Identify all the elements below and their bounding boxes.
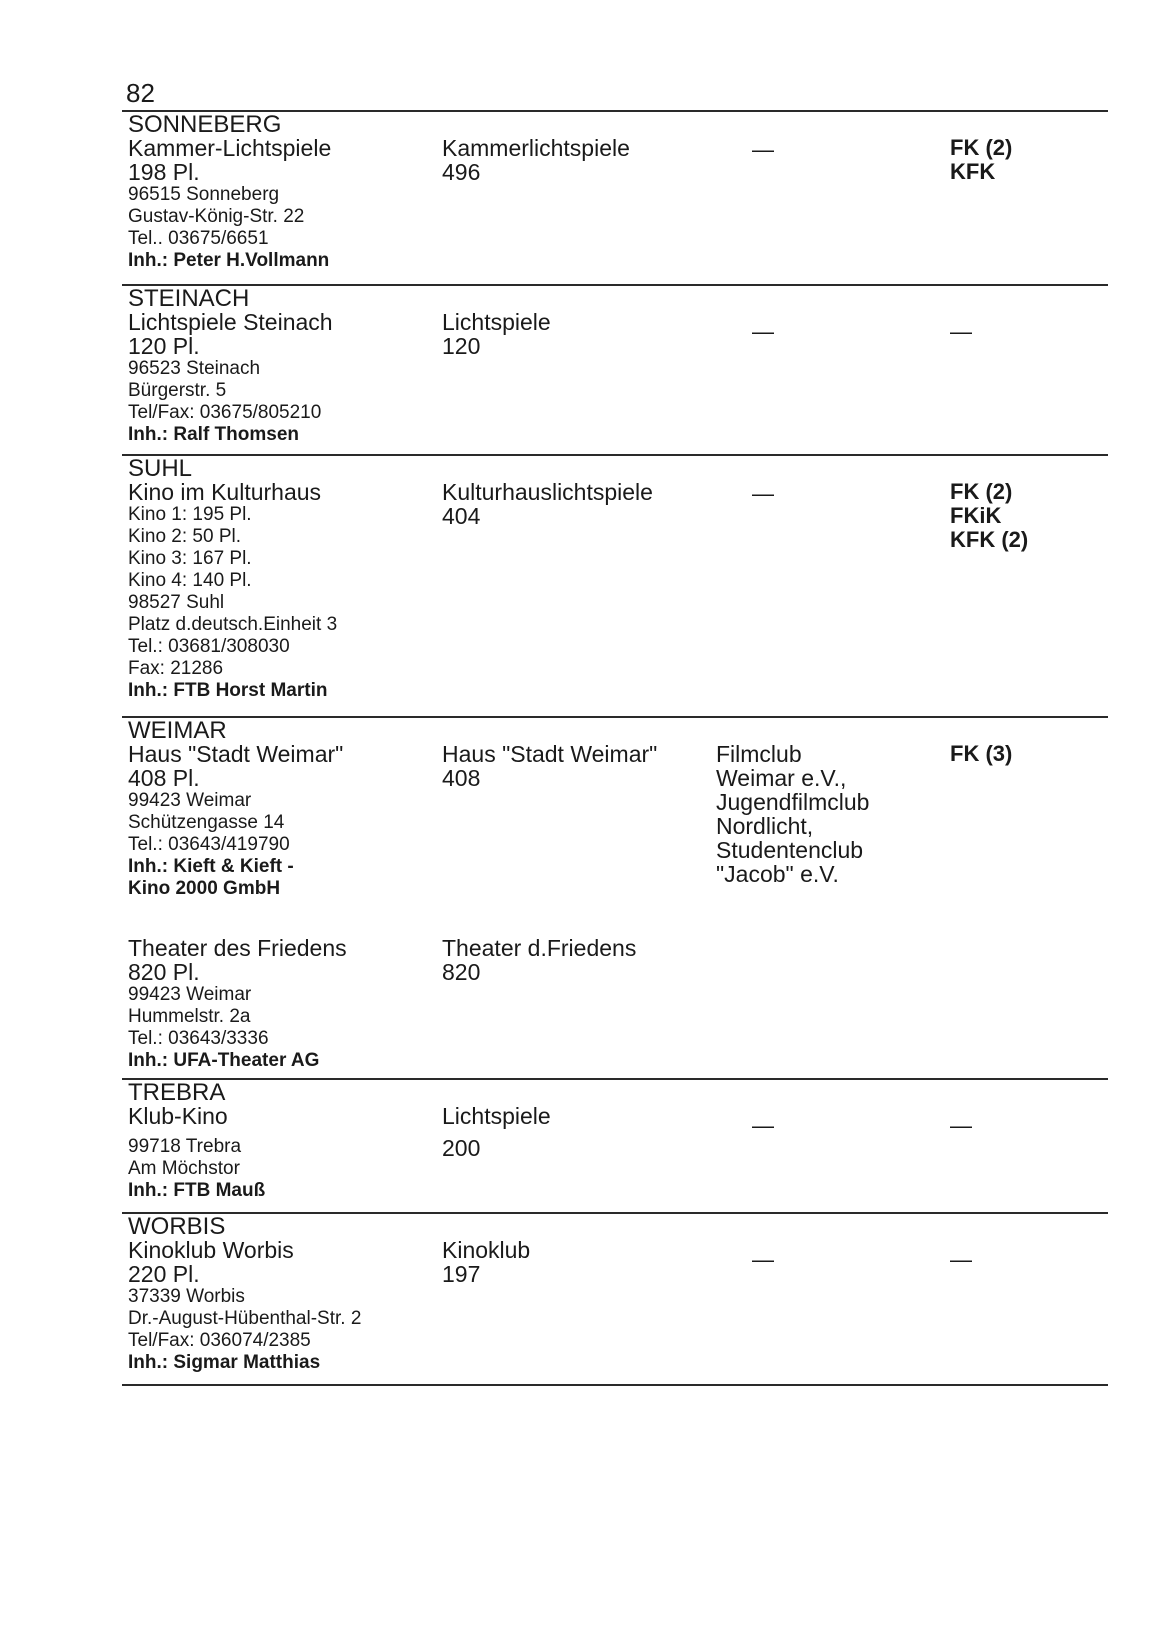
street-address: Platz d.deutsch.Einheit 3 [128,614,338,635]
cinema-name: Haus "Stadt Weimar" [128,741,344,767]
cinema-name: Theater des Friedens [128,935,347,961]
former-name: Lichtspiele [442,1103,551,1129]
fk-codes [950,136,1100,184]
former-name: Theater d.Friedens [442,935,637,961]
club-none: — [752,1113,774,1138]
street-address: Dr.-August-Hübenthal-Str. 2 [128,1308,362,1329]
fk-code: FKiK [950,503,1002,528]
former-name: Kammerlichtspiele [442,135,630,161]
hall-seats: Kino 3: 167 Pl. [128,548,252,569]
owner-name: Inh.: Sigmar Matthias [128,1352,321,1373]
postal-address: 99423 Weimar [128,984,252,1005]
former-name: Haus "Stadt Weimar" [442,741,658,767]
cinema-name: Kinoklub Worbis [128,1237,294,1263]
section-divider [122,284,1108,286]
former-seats: 404 [442,503,481,529]
former-cinema [442,310,722,358]
fk-code: FK (2) [950,135,1013,160]
fk-none: — [950,1113,972,1138]
club-line: Filmclub [716,741,802,767]
cinema-name: Klub-Kino [128,1103,228,1129]
fax-number: Fax: 21286 [128,658,224,679]
former-seats: 200 [442,1135,481,1161]
cinema-details [128,1238,428,1374]
club-none: — [752,137,774,162]
phone-number: Tel/Fax: 036074/2385 [128,1330,311,1351]
section-divider [122,1384,1108,1386]
club-line: Weimar e.V., [716,765,847,791]
film-clubs [716,742,936,886]
town-name: TREBRA [128,1079,226,1106]
section-divider [122,716,1108,718]
town-name: WORBIS [128,1213,226,1240]
former-cinema [442,1238,722,1286]
street-address: Bürgerstr. 5 [128,380,227,401]
hall-seats: Kino 4: 140 Pl. [128,570,252,591]
cinema-name: Kino im Kulturhaus [128,479,322,505]
section-divider [122,454,1108,456]
page-number: 82 [126,78,155,108]
cinema-details [128,742,428,900]
owner-name: Inh.: Ralf Thomsen [128,424,299,445]
section-divider [122,1078,1108,1080]
hall-seats: Kino 1: 195 Pl. [128,504,252,525]
cinema-details-second [128,936,428,1072]
seat-count: 408 Pl. [128,765,200,791]
former-cinema [442,742,722,790]
town-name: SUHL [128,455,193,482]
fk-code: FK (2) [950,479,1013,504]
former-name: Kulturhauslichtspiele [442,479,653,505]
cinema-details [128,136,428,272]
former-seats: 820 [442,959,481,985]
cinema-details [128,1104,428,1202]
owner-company: Kino 2000 GmbH [128,878,281,899]
club-line: Studentenclub [716,837,864,863]
street-address: Am Möchstor [128,1158,240,1179]
seat-count: 820 Pl. [128,959,200,985]
cinema-details [128,310,428,446]
club-line: "Jacob" e.V. [716,861,839,887]
former-seats: 120 [442,333,481,359]
seat-count: 120 Pl. [128,333,200,359]
former-name: Lichtspiele [442,309,551,335]
postal-address: 99423 Weimar [128,790,252,811]
postal-address: 96523 Steinach [128,358,261,379]
fk-codes [950,742,1100,766]
former-cinema [442,136,722,184]
hall-seats: Kino 2: 50 Pl. [128,526,242,547]
former-seats: 408 [442,765,481,791]
former-cinema [442,480,722,528]
former-seats: 197 [442,1261,481,1287]
phone-number: Tel.. 03675/6651 [128,228,269,249]
former-name: Kinoklub [442,1237,531,1263]
town-name: SONNEBERG [128,111,282,138]
seat-count: 198 Pl. [128,159,200,185]
section-divider [122,1212,1108,1214]
former-cinema [442,1104,722,1160]
former-seats: 496 [442,159,481,185]
postal-address: 99718 Trebra [128,1136,242,1157]
owner-name: Inh.: Peter H.Vollmann [128,250,330,271]
fk-none: — [950,319,972,344]
cinema-details [128,480,428,702]
fk-code: KFK [950,159,996,184]
town-name: STEINACH [128,285,250,312]
street-address: Gustav-König-Str. 22 [128,206,305,227]
fk-codes [950,480,1100,552]
club-none: — [752,481,774,506]
postal-address: 98527 Suhl [128,592,225,613]
seat-count: 220 Pl. [128,1261,200,1287]
owner-name: Inh.: FTB Mauß [128,1180,266,1201]
town-name: WEIMAR [128,717,227,744]
phone-number: Tel.: 03643/419790 [128,834,290,855]
club-none: — [752,319,774,344]
club-line: Nordlicht, [716,813,814,839]
owner-name: Inh.: Kieft & Kieft - [128,856,294,877]
phone-number: Tel/Fax: 03675/805210 [128,402,322,423]
postal-address: 37339 Worbis [128,1286,245,1307]
club-line: Jugendfilmclub [716,789,870,815]
street-address: Hummelstr. 2a [128,1006,251,1027]
club-none: — [752,1247,774,1272]
owner-name: Inh.: UFA-Theater AG [128,1050,320,1071]
street-address: Schützengasse 14 [128,812,285,833]
former-cinema-second [442,936,722,984]
cinema-name: Kammer-Lichtspiele [128,135,332,161]
fk-code: FK (3) [950,741,1013,766]
owner-name: Inh.: FTB Horst Martin [128,680,328,701]
fk-code: KFK (2) [950,527,1029,552]
phone-number: Tel.: 03643/3336 [128,1028,269,1049]
fk-none: — [950,1247,972,1272]
phone-number: Tel.: 03681/308030 [128,636,290,657]
postal-address: 96515 Sonneberg [128,184,280,205]
cinema-name: Lichtspiele Steinach [128,309,333,335]
